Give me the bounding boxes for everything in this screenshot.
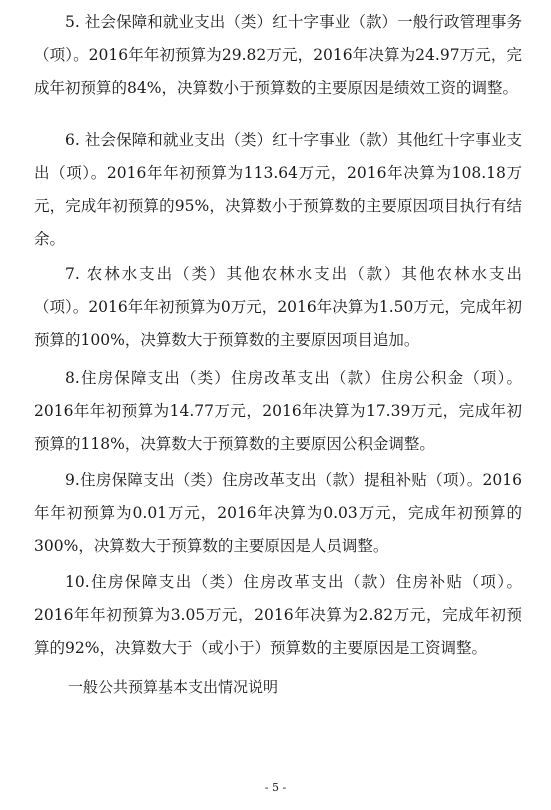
paragraph-item-6: 6. 社会保障和就业支出（类）红十字事业（款）其他红十字事业支出（项）。2016年年初预算为113.64万元，2016年决算为108.18万元，完成年初预算的95%，决算数小于预算数的主要原因项目执行有结余。 (34, 131, 522, 248)
paragraph-item-9: 9.住房保障支出（类）住房改革支出（款）提租补贴（项）。2016年年初预算为0.01万元，2016年决算为0.03万元，完成年初预算的300%，决算数大于预算数的主要原因是人员调整。 (34, 471, 522, 555)
paragraph-item-8: 8.住房保障支出（类）住房改革支出（款）住房公积金（项）。2016年年初预算为14.77万元，2016年决算为17.39万元，完成年初预算的118%，决算数大于预算数的主要原因公积金调整。 (34, 369, 522, 453)
paragraph-item-10: 10.住房保障支出（类）住房改革支出（款）住房补贴（项）。2016年年初预算为3.05万元，2016年决算为2.82万元，完成年初预算的92%，决算数大于（或小于）预算数的主要原因是工资调整。 (34, 573, 522, 657)
paragraph-item-5: 5. 社会保障和就业支出（类）红十字事业（款）一般行政管理事务（项）。2016年年初预算为29.82万元，2016年决算为24.97万元，完成年初预算的84%，决算数小于预算数的主要原因是绩效工资的调整。 (34, 13, 522, 97)
page-number: - 5 - (264, 781, 287, 794)
section-heading: 一般公共预算基本支出情况说明 (68, 678, 279, 696)
paragraph-item-7: 7. 农林水支出（类）其他农林水支出（款）其他农林水支出（项）。2016年年初预算为0万元，2016年决算为1.50万元，完成年初预算的100%，决算数大于预算数的主要原因项目追加。 (34, 265, 522, 349)
